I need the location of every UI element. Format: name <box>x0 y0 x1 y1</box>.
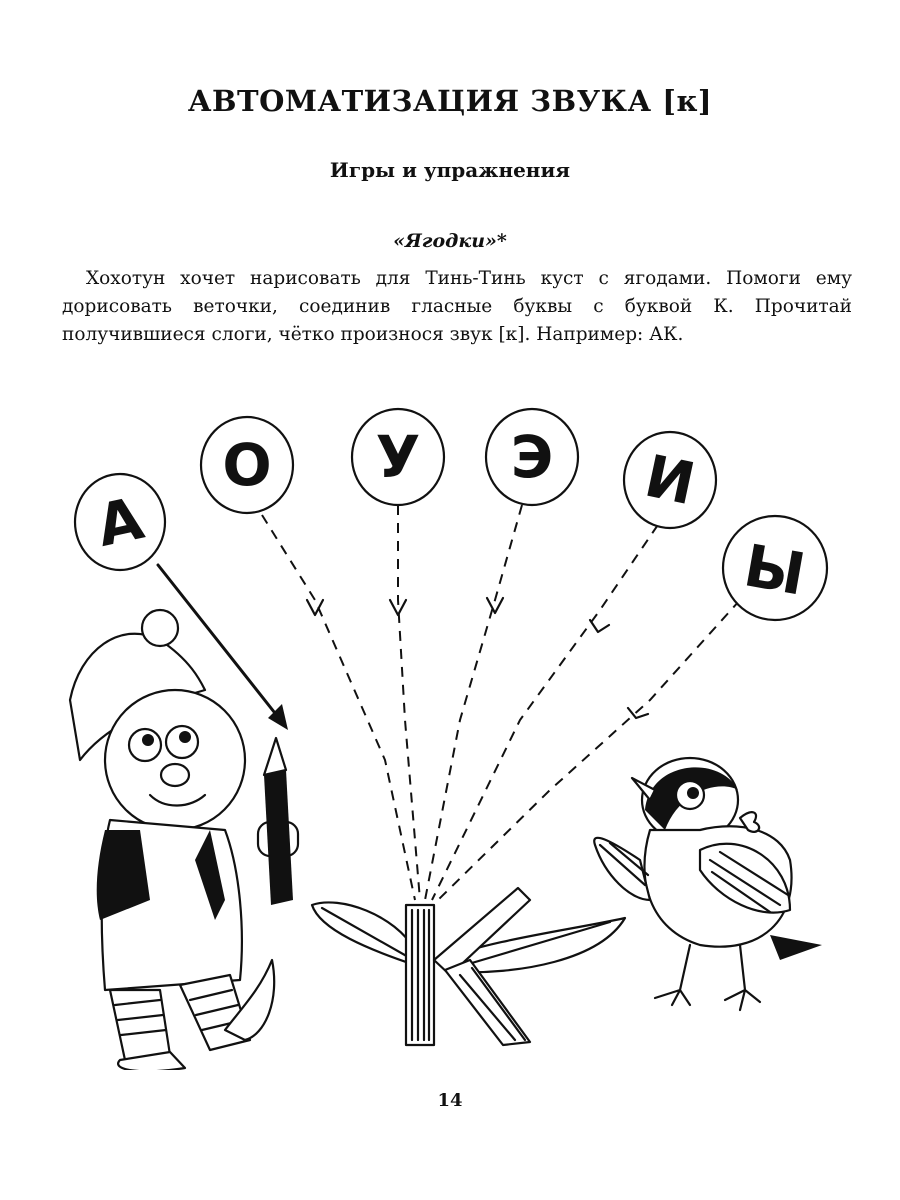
pencil-tip <box>264 738 286 775</box>
gnome-head <box>105 690 245 830</box>
branch-u <box>398 505 420 900</box>
section-subtitle: Игры и упражнения <box>329 158 571 182</box>
balloon-i <box>624 432 716 528</box>
page-number: 14 <box>437 1090 463 1111</box>
letter-k-bush <box>312 888 625 1045</box>
balloon-y <box>723 516 827 620</box>
exercise-illustration <box>0 370 900 1070</box>
gnome-nose <box>161 764 189 786</box>
balloon-u-letter: У <box>375 423 421 491</box>
bird-illustration <box>594 758 822 1010</box>
gnome-pompom <box>142 610 178 646</box>
balloon-u <box>352 409 444 505</box>
exercise-title: «Ягодки»* <box>393 230 507 252</box>
vowel-balloons <box>75 409 827 620</box>
bird-tail <box>770 935 822 960</box>
gnome-illustration <box>70 610 298 1070</box>
branch-e <box>425 505 522 900</box>
branch-i <box>432 510 668 900</box>
balloon-o <box>201 417 293 513</box>
balloon-y-letter: Ы <box>739 531 811 609</box>
balloon-i-letter: И <box>639 441 701 519</box>
balloon-a <box>75 474 165 570</box>
pencil <box>264 770 293 905</box>
balloon-o-letter: О <box>222 431 272 499</box>
page-title: АВТОМАТИЗАЦИЯ ЗВУКА [к] <box>187 84 713 118</box>
balloon-a-letter: А <box>90 484 150 560</box>
gnome-leg-left <box>110 990 170 1060</box>
balloon-e <box>486 409 578 505</box>
exercise-instructions: Хохотун хочет нарисовать для Тинь-Тинь куст с ягодами. Помоги ему дорисовать веточки, соединив гласные буквы с буквой К. Прочитай получившиеся слоги, чётко произнося звук [к]. Например: АК. <box>62 268 852 345</box>
bird-legs <box>655 945 760 1010</box>
balloon-e-letter: Э <box>510 423 554 491</box>
